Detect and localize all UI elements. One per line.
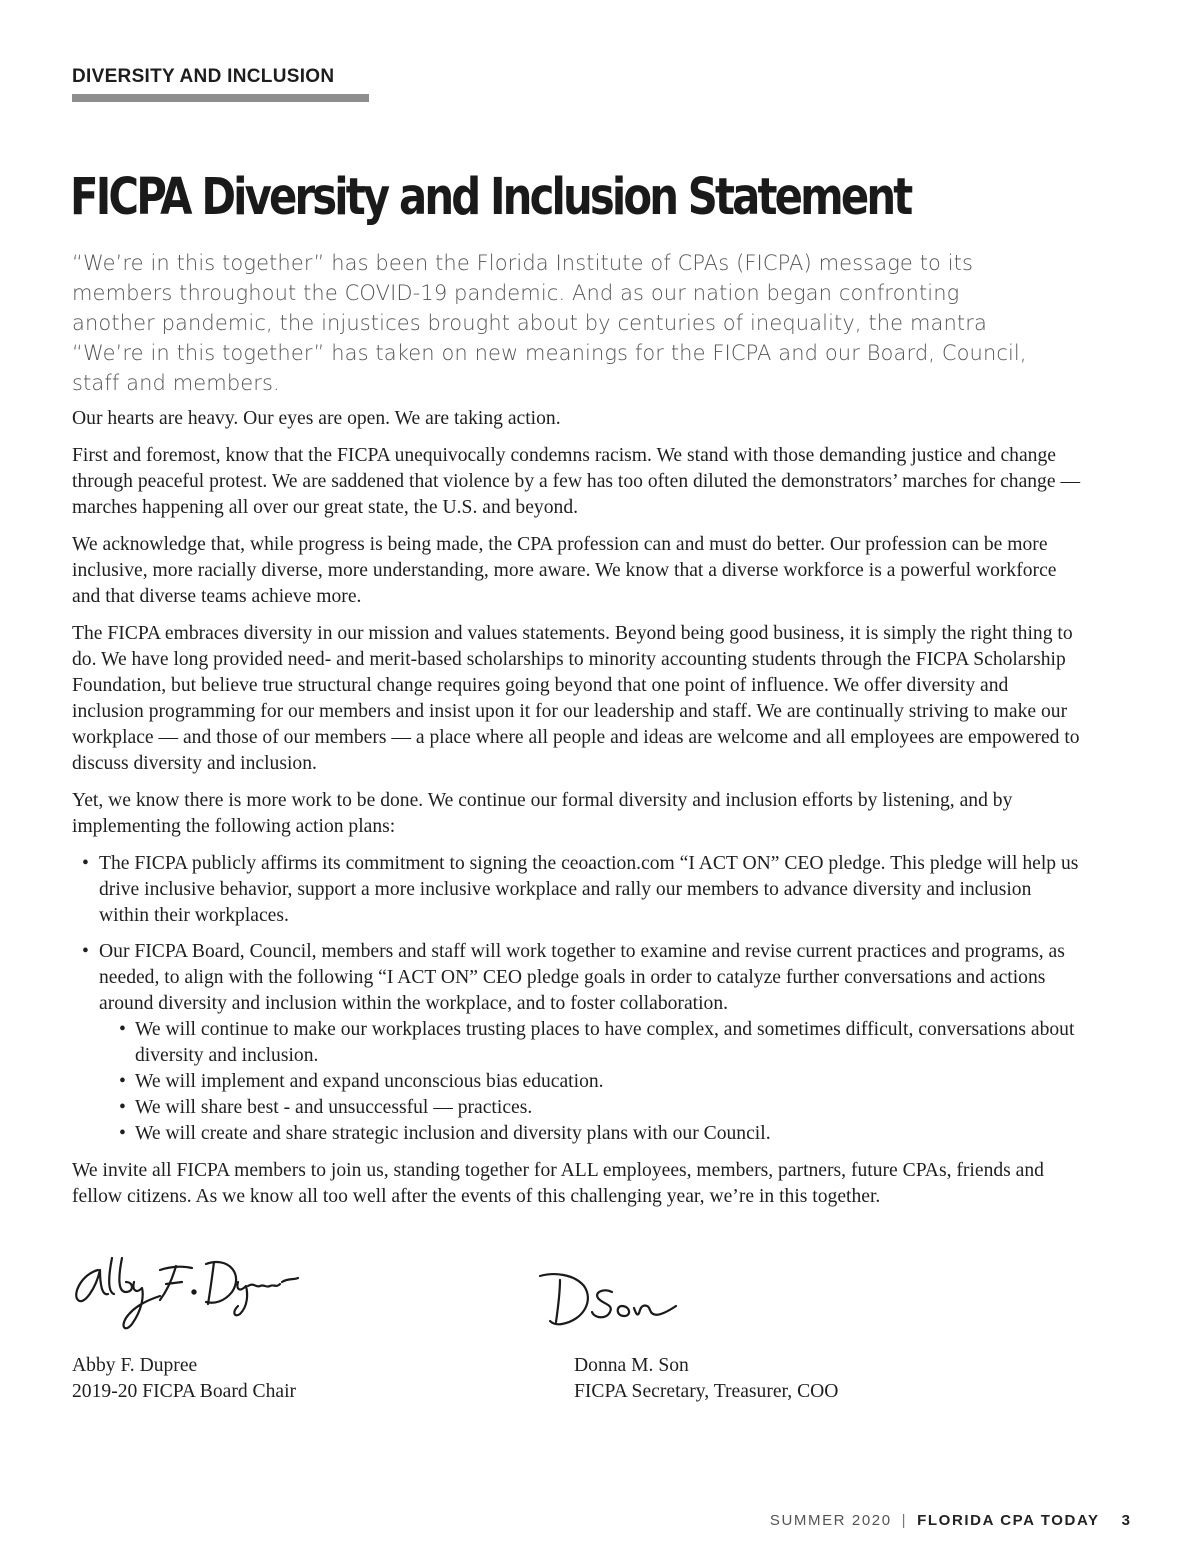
bullet-icon: • <box>119 1123 126 1144</box>
paragraph-closing: We invite all FICPA members to join us, standing together for ALL employees, members, partners, future CPAs, friends and fellow citizens. As we know all too well after the events of this challenging year, we’re in this together. <box>72 1160 1044 1207</box>
paragraph-more-work: Yet, we know there is more work to be done. We continue our formal diversity and inclusion efforts by listening, and by implementing the following action plans: <box>72 790 1013 837</box>
paragraph-condemns-racism: First and foremost, know that the FICPA unequivocally condemns racism. We stand with those demanding justice and change through peaceful protest. We are saddened that violence by a few has too often diluted the demonstrators’ marches for change — marches happening all over our great state, the U.S. and beyond. <box>72 445 1081 518</box>
pledge-goals-list <box>99 1017 1082 1147</box>
section-label: DIVERSITY AND INCLUSION <box>72 66 335 87</box>
paragraph-embraces-diversity: The FICPA embraces diversity in our mission and values statements. Beyond being good business, it is simply the right thing to do. We have long provided need- and merit-based scholarships to minority accounting students through the FICPA Scholarship Foundation, but believe true structural change requires going beyond that one point of influence. We offer diversity and inclusion programming for our members and insist upon it for our leadership and staff. We are continually striving to make our workplace — and those of our members — a place where all people and ideas are welcome and all employees are empowered to discuss diversity and inclusion. <box>72 623 1080 774</box>
bullet-icon: • <box>82 941 89 962</box>
section-rule <box>72 94 369 102</box>
bullet-icon: • <box>119 1019 126 1040</box>
paragraph-intro: Our hearts are heavy. Our eyes are open. We are taking action. <box>72 408 561 429</box>
footer-publication: FLORIDA CPA TODAY <box>917 1512 1100 1529</box>
signature-donna-son <box>534 1266 684 1332</box>
signatory-role: 2019-20 FICPA Board Chair <box>72 1381 297 1402</box>
page-title: FICPA Diversity and Inclusion Statement <box>70 168 911 227</box>
signatory-left <box>72 1353 296 1405</box>
list-item-text: Our FICPA Board, Council, members and staff will work together to examine and revise current practices and programs, as needed, to align with the following “I ACT ON” CEO pledge goals in order to catalyze further conversations and actions around diversity and inclusion within the workplace, and to foster collaboration. <box>99 941 1065 1014</box>
page-footer <box>770 1512 1130 1529</box>
footer-issue: SUMMER 2020 <box>769 1512 892 1529</box>
footer-page-number: 3 <box>1121 1512 1130 1529</box>
footer-separator: | <box>901 1512 908 1529</box>
list-item-text: We will continue to make our workplaces trusting places to have complex, and sometimes difficult, conversations about diversity and inclusion. <box>135 1019 1075 1066</box>
list-item-text: We will share best - and unsuccessful — practices. <box>135 1097 533 1118</box>
list-item <box>99 1017 1082 1069</box>
bullet-icon: • <box>119 1097 126 1118</box>
list-item <box>99 1095 1082 1121</box>
signatory-role: FICPA Secretary, Treasurer, COO <box>574 1381 839 1402</box>
signatory-name: Abby F. Dupree <box>72 1355 198 1376</box>
list-item <box>72 851 1082 929</box>
action-plan-list <box>72 851 1082 1147</box>
statement-body <box>72 406 1082 1221</box>
list-item-text: The FICPA publicly affirms its commitment to signing the ceoaction.com “I ACT ON” CEO pledge. This pledge will help us drive inclusive behavior, support a more inclusive workplace and rally our members to advance diversity and inclusion within their workplaces. <box>99 853 1079 926</box>
signatory-right <box>574 1353 838 1405</box>
paragraph-acknowledge: We acknowledge that, while progress is being made, the CPA profession can and must do better. Our profession can be more inclusive, more racially diverse, more understanding, more aware. We know that a diverse workforce is a powerful workforce and that diverse teams achieve more. <box>72 534 1057 607</box>
list-item <box>72 939 1082 1147</box>
signature-abby-dupree <box>68 1248 308 1340</box>
signatory-name: Donna M. Son <box>574 1355 689 1376</box>
list-item <box>99 1121 1082 1147</box>
bullet-icon: • <box>119 1071 126 1092</box>
list-item-text: We will create and share strategic inclusion and diversity plans with our Council. <box>135 1123 771 1144</box>
lead-paragraph: “We’re in this together” has been the Florida Institute of CPAs (FICPA) message to its members throughout the COVID-19 pandemic. And as our nation began confronting another pandemic, the injustices brought about by centuries of inequality, the mantra “We’re in this together” has taken on new meanings for the FICPA and our Board, Council, staff and members. <box>72 251 1027 395</box>
bullet-icon: • <box>82 853 89 874</box>
list-item-text: We will implement and expand unconscious bias education. <box>135 1071 604 1092</box>
list-item <box>99 1069 1082 1095</box>
